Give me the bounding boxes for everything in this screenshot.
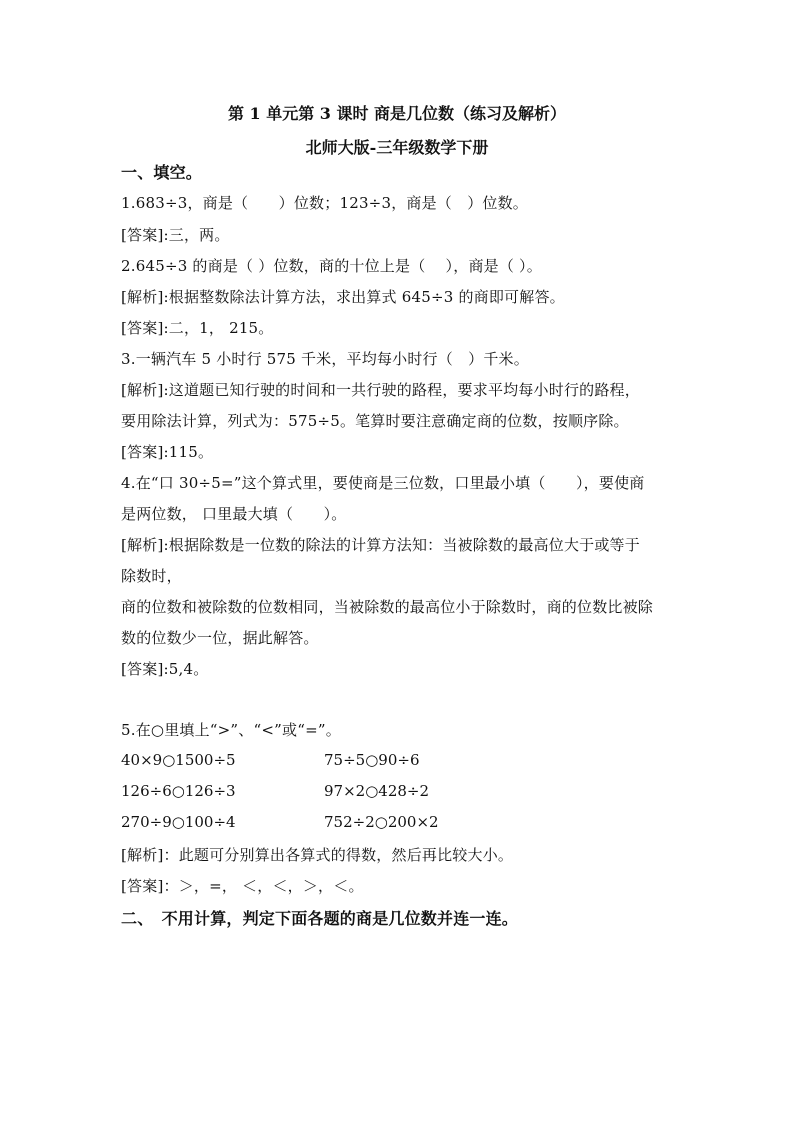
- comparison-item: 752÷2○200×2: [324, 813, 439, 831]
- question-5: 5.在○里填上“>”、“<”或“=”。: [121, 721, 341, 739]
- analysis-3-line-1: [解析]:这道题已知行驶的时间和一共行驶的路程，要求平均每小时行的路程，: [121, 381, 640, 399]
- answer-4: [答案]:5,4。: [121, 660, 209, 678]
- analysis-4-line-1: [解析]:根据除数是一位数的除法的计算方法知：当被除数的最高位大于或等于: [121, 536, 640, 554]
- answer-3: [答案]:115。: [121, 443, 214, 461]
- section-heading-fill-blank: 一、填空。: [121, 163, 203, 182]
- comparison-item: 40×9○1500÷5: [121, 751, 236, 769]
- question-2: 2.645÷3 的商是（ ）位数，商的十位上是（ ），商是（ ）。: [121, 257, 542, 275]
- section-heading-connect: 二、 不用计算，判定下面各题的商是几位数并连一连。: [121, 909, 519, 928]
- analysis-2: [解析]:根据整数除法计算方法，求出算式 645÷3 的商即可解答。: [121, 288, 565, 306]
- question-3: 3.一辆汽车 5 小时行 575 千米，平均每小时行（ ）千米。: [121, 350, 529, 368]
- comparison-item: 126÷6○126÷3: [121, 782, 236, 800]
- analysis-4-line-3: 商的位数和被除数的位数相同，当被除数的最高位小于除数时，商的位数比被除: [121, 598, 654, 616]
- question-4-line-1: 4.在“口 30÷5=”这个算式里，要使商是三位数，口里最小填（ ），要使商: [121, 474, 645, 492]
- comparison-item: 97×2○428÷2: [324, 782, 430, 800]
- comparison-item: 75÷5○90÷6: [324, 751, 420, 769]
- comparison-item: 270÷9○100÷4: [121, 813, 236, 831]
- analysis-4-line-2: 除数时，: [121, 567, 182, 585]
- analysis-4-line-4: 数的位数少一位，据此解答。: [121, 629, 319, 647]
- question-4-line-2: 是两位数， 口里最大填（ ）。: [121, 505, 347, 523]
- answer-2: [答案]:二，1， 215。: [121, 319, 274, 337]
- document-subtitle: 北师大版-三年级数学下册: [305, 138, 489, 157]
- question-1: 1.683÷3，商是（ ）位数；123÷3，商是（ ）位数。: [121, 194, 528, 212]
- answer-1: [答案]:三，两。: [121, 226, 230, 244]
- answer-5: [答案]：＞，=， ＜，＜，＞，＜。: [121, 877, 364, 895]
- document-title: 第 1 单元第 3 课时 商是几位数（练习及解析）: [227, 104, 567, 123]
- analysis-5: [解析]：此题可分别算出各算式的得数，然后再比较大小。: [121, 846, 514, 864]
- analysis-3-line-2: 要用除法计算，列式为：575÷5。笔算时要注意确定商的位数，按顺序除。: [121, 412, 629, 430]
